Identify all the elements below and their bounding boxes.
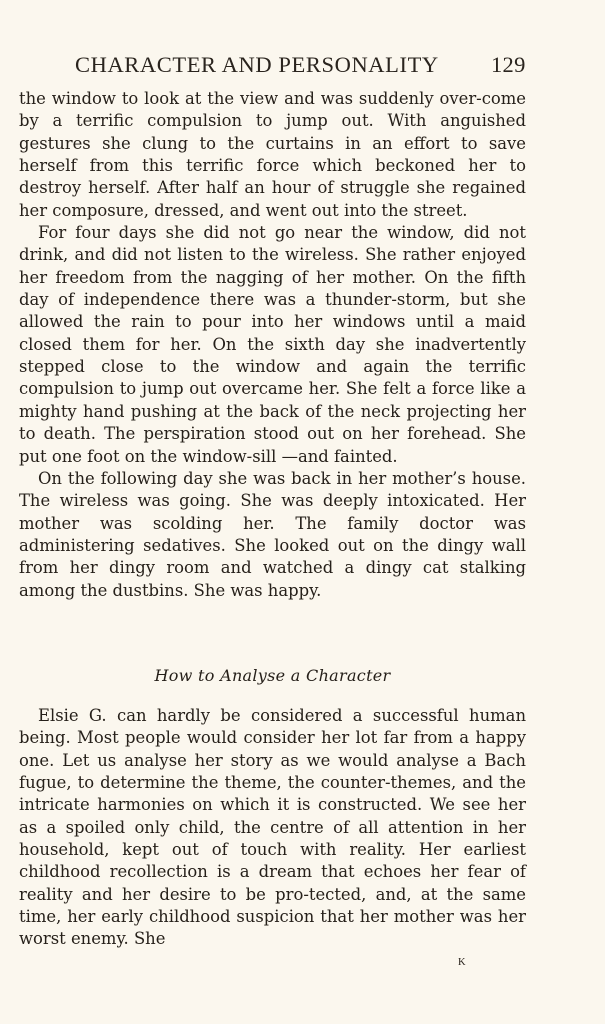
paragraph: On the following day she was back in her mother’s house. The wireless was going. She was deeply intoxicated. Her mother was scolding her. The family doctor was administering sedatives. She looked out on the dingy wall from her dingy room and watched a dingy cat stalking among the dustbins. She was happy. [19,468,526,600]
page-header [0,52,605,82]
signature-mark: K [458,957,467,968]
paragraph: For four days she did not go near the window, did not drink, and did not listen to the wireless. She rather enjoyed her freedom from the nagging of her mother. On the fifth day of independence there was a thunder-storm, but she allowed the rain to pour into her windows until a maid closed them for her. On the sixth day she inadvertently stepped close to the window and again the terrific compulsion to jump out overcame her. She felt a force like a mighty hand pushing at the back of the neck projecting her to death. The perspiration stood out on her forehead. She put one foot on the window-sill —and fainted. [19,223,526,466]
body-text-after-heading [19,705,526,951]
paragraph: Elsie G. can hardly be considered a successful human being. Most people would consider her lot far from a happy one. Let us analyse her story as we would analyse a Bach fugue, to determine the theme, the counter-themes, and the intricate harmonies on which it is constructed. We see her as a spoiled only child, the centre of all attention in her household, kept out of touch with reality. Her earliest childhood recollection is a dream that echoes her fear of reality and her desire to be pro-tected, and, at the same time, her early childhood suspicion that her mother was her worst enemy. She [19,706,526,949]
paragraph: the window to look at the view and was suddenly over-come by a terrific compulsion to jump out. With anguished gestures she clung to the curtains in an effort to save herself from this terrific force which beckoned her to destroy herself. After half an hour of struggle she regained her composure, dressed, and went out into the street. [19,89,526,220]
page-number: 129 [491,52,526,77]
body-text-before-heading [19,88,526,602]
section-heading: How to Analyse a Character [154,666,391,685]
running-title: CHARACTER AND PERSONALITY [75,52,439,77]
